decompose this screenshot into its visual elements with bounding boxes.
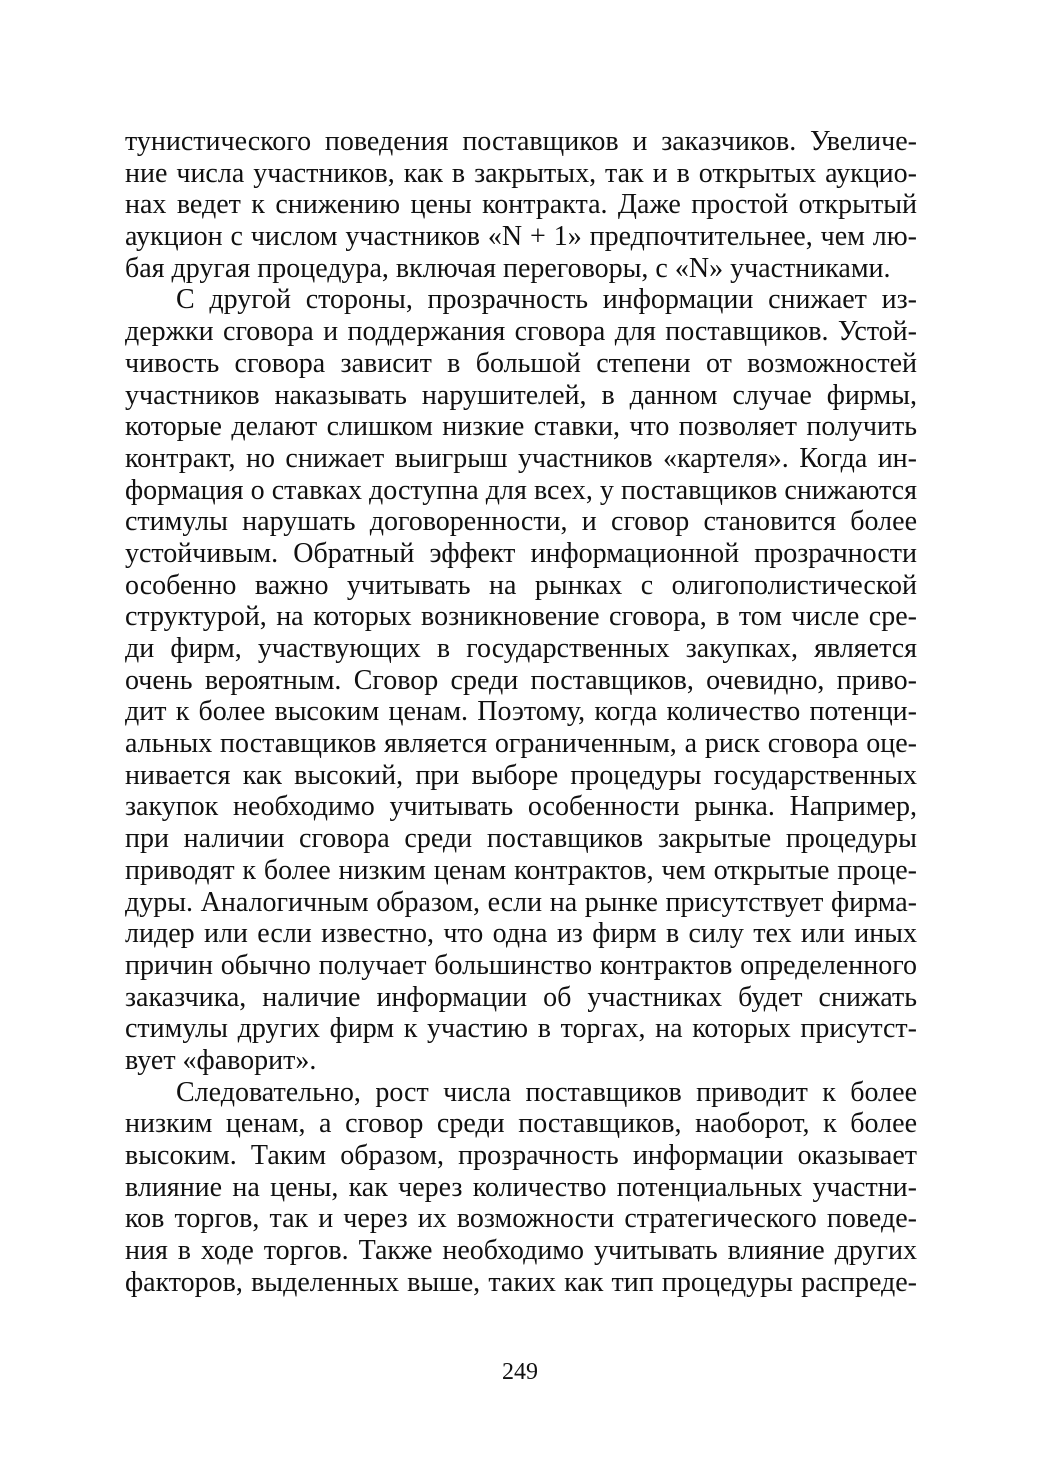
- text-line: закупок необходимо учитывать особенности рынка. Например,: [125, 791, 917, 823]
- text-line: аукцион с числом участников «N + 1» предпочтительнее, чем лю-: [125, 221, 917, 253]
- text-line: ние числа участников, как в закрытых, так и в открытых аукцио-: [125, 157, 917, 189]
- text-line: устойчивым. Обратный эффект информационной прозрачности: [125, 537, 917, 569]
- page-body: [125, 126, 917, 1298]
- text-line: чивость сговора зависит в большой степени от возможностей: [125, 347, 917, 379]
- text-line: заказчика, наличие информации об участниках будет снижать: [125, 981, 917, 1013]
- text-line: очень вероятным. Сговор среди поставщиков, очевидно, приво-: [125, 664, 917, 696]
- text-line: нивается как высокий, при выборе процедуры государственных: [125, 759, 917, 791]
- text-line: высоким. Таким образом, прозрачность информации оказывает: [125, 1140, 917, 1171]
- text-line: альных поставщиков является ограниченным, а риск сговора оце-: [125, 728, 917, 760]
- text-line: низким ценам, а сговор среди поставщиков, наоборот, к более: [125, 1108, 917, 1140]
- text-line: приводят к более низким ценам контрактов, чем открытые проце-: [125, 854, 917, 886]
- paragraph: [125, 284, 917, 1076]
- text-line: тунистического поведения поставщиков и заказчиков. Увеличе-: [125, 126, 917, 157]
- text-line: ков торгов, так и через их возможности стратегического поведе-: [125, 1203, 917, 1235]
- paragraph: [125, 1077, 917, 1299]
- text-line: ния в ходе торгов. Также необходимо учитывать влияние других: [125, 1235, 917, 1267]
- text-line: держки сговора и поддержания сговора для поставщиков. Устой-: [125, 316, 917, 348]
- text-line: стимулы нарушать договоренности, и сговор становится более: [125, 506, 917, 538]
- paragraph: [125, 126, 917, 284]
- text-line: лидер или если известно, что одна из фирм в силу тех или иных: [125, 918, 917, 950]
- text-line: формация о ставках доступна для всех, у поставщиков снижаются: [125, 474, 917, 506]
- text-line: С другой стороны, прозрачность информации снижает из-: [176, 284, 917, 316]
- text-line: при наличии сговора среди поставщиков закрытые процедуры: [125, 823, 917, 855]
- page-number: 249: [502, 1359, 538, 1385]
- text-line: структурой, на которых возникновение сговора, в том числе сре-: [125, 601, 917, 633]
- text-line: участников наказывать нарушителей, в данном случае фирмы,: [125, 379, 917, 411]
- text-line: контракт, но снижает выигрыш участников «картеля». Когда ин-: [125, 442, 917, 474]
- text-line: бая другая процедура, включая переговоры, с «N» участниками.: [125, 252, 891, 284]
- text-line: дуры. Аналогичным образом, если на рынке присутствует фирма-: [125, 886, 917, 918]
- text-line: Следовательно, рост числа поставщиков приводит к более: [176, 1076, 917, 1108]
- text-line: причин обычно получает большинство контрактов определенного: [125, 949, 917, 981]
- text-line: особенно важно учитывать на рынках с олигополистической: [125, 569, 917, 601]
- text-line: вует «фаворит».: [125, 1044, 317, 1076]
- text-line: стимулы других фирм к участию в торгах, на которых присутст-: [125, 1013, 917, 1045]
- text-line: ди фирм, участвующих в государственных закупках, является: [125, 633, 917, 664]
- text-line: которые делают слишком низкие ставки, что позволяет получить: [125, 411, 917, 443]
- text-line: дит к более высоким ценам. Поэтому, когда количество потенци-: [125, 696, 917, 728]
- text-line: факторов, выделенных выше, таких как тип процедуры распреде-: [125, 1266, 917, 1298]
- text-line: нах ведет к снижению цены контракта. Даже простой открытый: [125, 189, 917, 221]
- text-line: влияние на цены, как через количество потенциальных участни-: [125, 1171, 917, 1203]
